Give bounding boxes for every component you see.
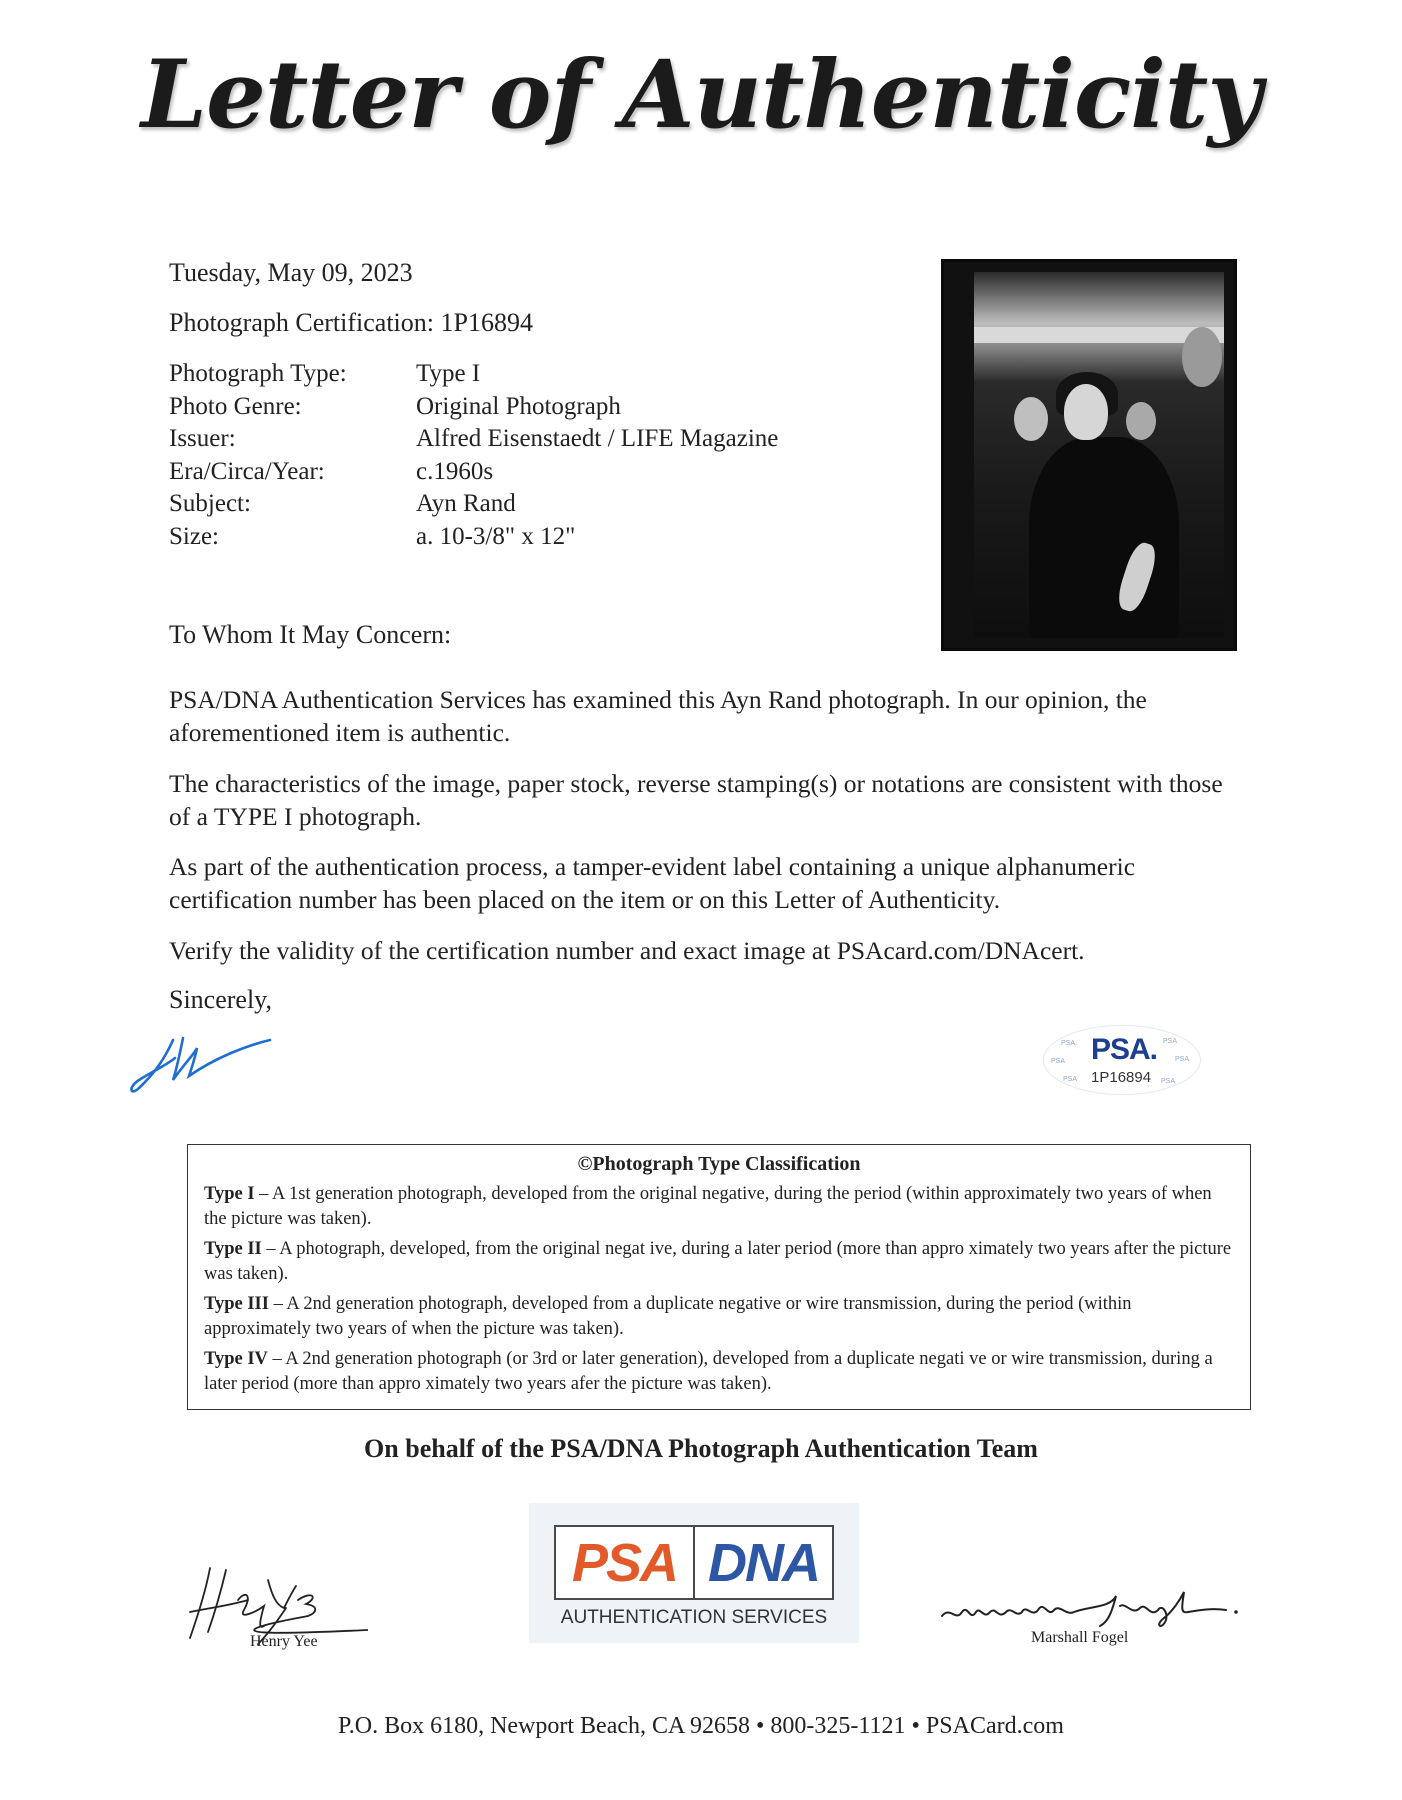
- salutation: To Whom It May Concern:: [169, 620, 452, 649]
- classification-label: Type II: [204, 1239, 262, 1259]
- classification-label: Type IV: [204, 1349, 268, 1369]
- classification-label: Type I: [204, 1184, 255, 1204]
- classification-item: [204, 1182, 1234, 1232]
- photo-image: [974, 272, 1224, 638]
- detail-label: Issuer:: [169, 425, 236, 452]
- body-paragraph: As part of the authentication process, a tamper-evident label containing a unique alphanumeric certification number has been placed on the item or on this Letter of Authenticity.: [169, 852, 1136, 914]
- classification-text: – A photograph, developed, from the original negat ive, during a later period (more than appro ximately two years after the picture was taken).: [204, 1239, 1232, 1284]
- detail-value: Type I: [416, 360, 481, 387]
- detail-value: Alfred Eisenstaedt / LIFE Magazine: [416, 425, 779, 452]
- svg-text:PSA: PSA: [1051, 1058, 1066, 1065]
- closing: Sincerely,: [169, 985, 272, 1014]
- detail-row: [169, 488, 778, 521]
- classification-box: [187, 1144, 1251, 1410]
- signer-name-right: Marshall Fogel: [1031, 1629, 1129, 1646]
- signer-name-left: Henry Yee: [250, 1633, 318, 1650]
- detail-row: [169, 358, 778, 391]
- svg-text:PSA: PSA: [1161, 1078, 1176, 1085]
- certification-line: Photograph Certification: 1P16894: [169, 308, 533, 337]
- classification-item: [204, 1347, 1234, 1397]
- footer-address: P.O. Box 6180, Newport Beach, CA 92658 • 800-325-1121 • PSACard.com: [338, 1713, 1064, 1739]
- detail-value: a. 10-3/8" x 12": [416, 522, 576, 550]
- psa-dna-logo: [529, 1503, 859, 1643]
- svg-text:PSA: PSA: [1061, 1040, 1076, 1047]
- marshall-fogel-signature-icon: [940, 1582, 1240, 1632]
- detail-label: Era/Circa/Year:: [169, 457, 325, 485]
- classification-title: ©Photograph Type Classification: [577, 1153, 861, 1175]
- logo-psa: PSA: [556, 1527, 695, 1598]
- svg-text:PSA: PSA: [1063, 1076, 1078, 1083]
- classification-item: [204, 1292, 1234, 1342]
- classification-item: [204, 1237, 1234, 1287]
- detail-value: Original Photograph: [416, 392, 621, 420]
- classification-text: – A 1st generation photograph, developed from the original negative, during the period (within approximately two years of when the picture was taken).: [204, 1184, 1212, 1229]
- letter-date: Tuesday, May 09, 2023: [169, 258, 413, 287]
- signature-icon: [125, 1018, 275, 1098]
- letter-title: Letter of Authenticity: [141, 40, 1261, 150]
- detail-row: [169, 456, 778, 489]
- classification-text: – A 2nd generation photograph (or 3rd or later generation), developed from a duplicate negati ve or wire transmission, during a later period (more than appro ximately two years afer the picture was taken).: [204, 1349, 1213, 1394]
- detail-row: [169, 521, 778, 554]
- body-paragraph: The characteristics of the image, paper stock, reverse stamping(s) or notations are consistent with those of a TYPE I photograph.: [169, 769, 1223, 831]
- sticker-logo: PSA.: [1091, 1033, 1158, 1066]
- detail-value: Ayn Rand: [416, 490, 516, 517]
- body-paragraph: Verify the validity of the certification number and exact image at PSAcard.com/DNAcert.: [169, 936, 1085, 965]
- detail-row: [169, 391, 778, 424]
- classification-label: Type III: [204, 1294, 269, 1314]
- detail-label: Size:: [169, 522, 219, 550]
- body-paragraph: PSA/DNA Authentication Services has examined this Ayn Rand photograph. In our opinion, the aforementioned item is authentic.: [169, 685, 1147, 747]
- logo-subtitle: AUTHENTICATION SERVICES: [560, 1607, 828, 1628]
- detail-row: [169, 423, 778, 456]
- psa-certification-sticker: [1043, 1025, 1201, 1095]
- team-heading: On behalf of the PSA/DNA Photograph Authentication Team: [364, 1434, 1038, 1463]
- detail-label: Photo Genre:: [169, 392, 302, 420]
- classification-text: – A 2nd generation photograph, developed from a duplicate negative or wire transmission, during the period (within approximately two years of when the picture was taken).: [204, 1294, 1132, 1339]
- svg-text:PSA: PSA: [1163, 1038, 1178, 1045]
- detail-label: Subject:: [169, 490, 251, 517]
- detail-label: Photograph Type:: [169, 360, 347, 387]
- logo-dna: DNA: [708, 1532, 819, 1593]
- details-list: [169, 358, 778, 553]
- sticker-number: 1P16894: [1091, 1069, 1152, 1086]
- svg-text:PSA: PSA: [1175, 1056, 1190, 1063]
- subject-photograph: [941, 259, 1237, 651]
- detail-value: c.1960s: [416, 457, 494, 485]
